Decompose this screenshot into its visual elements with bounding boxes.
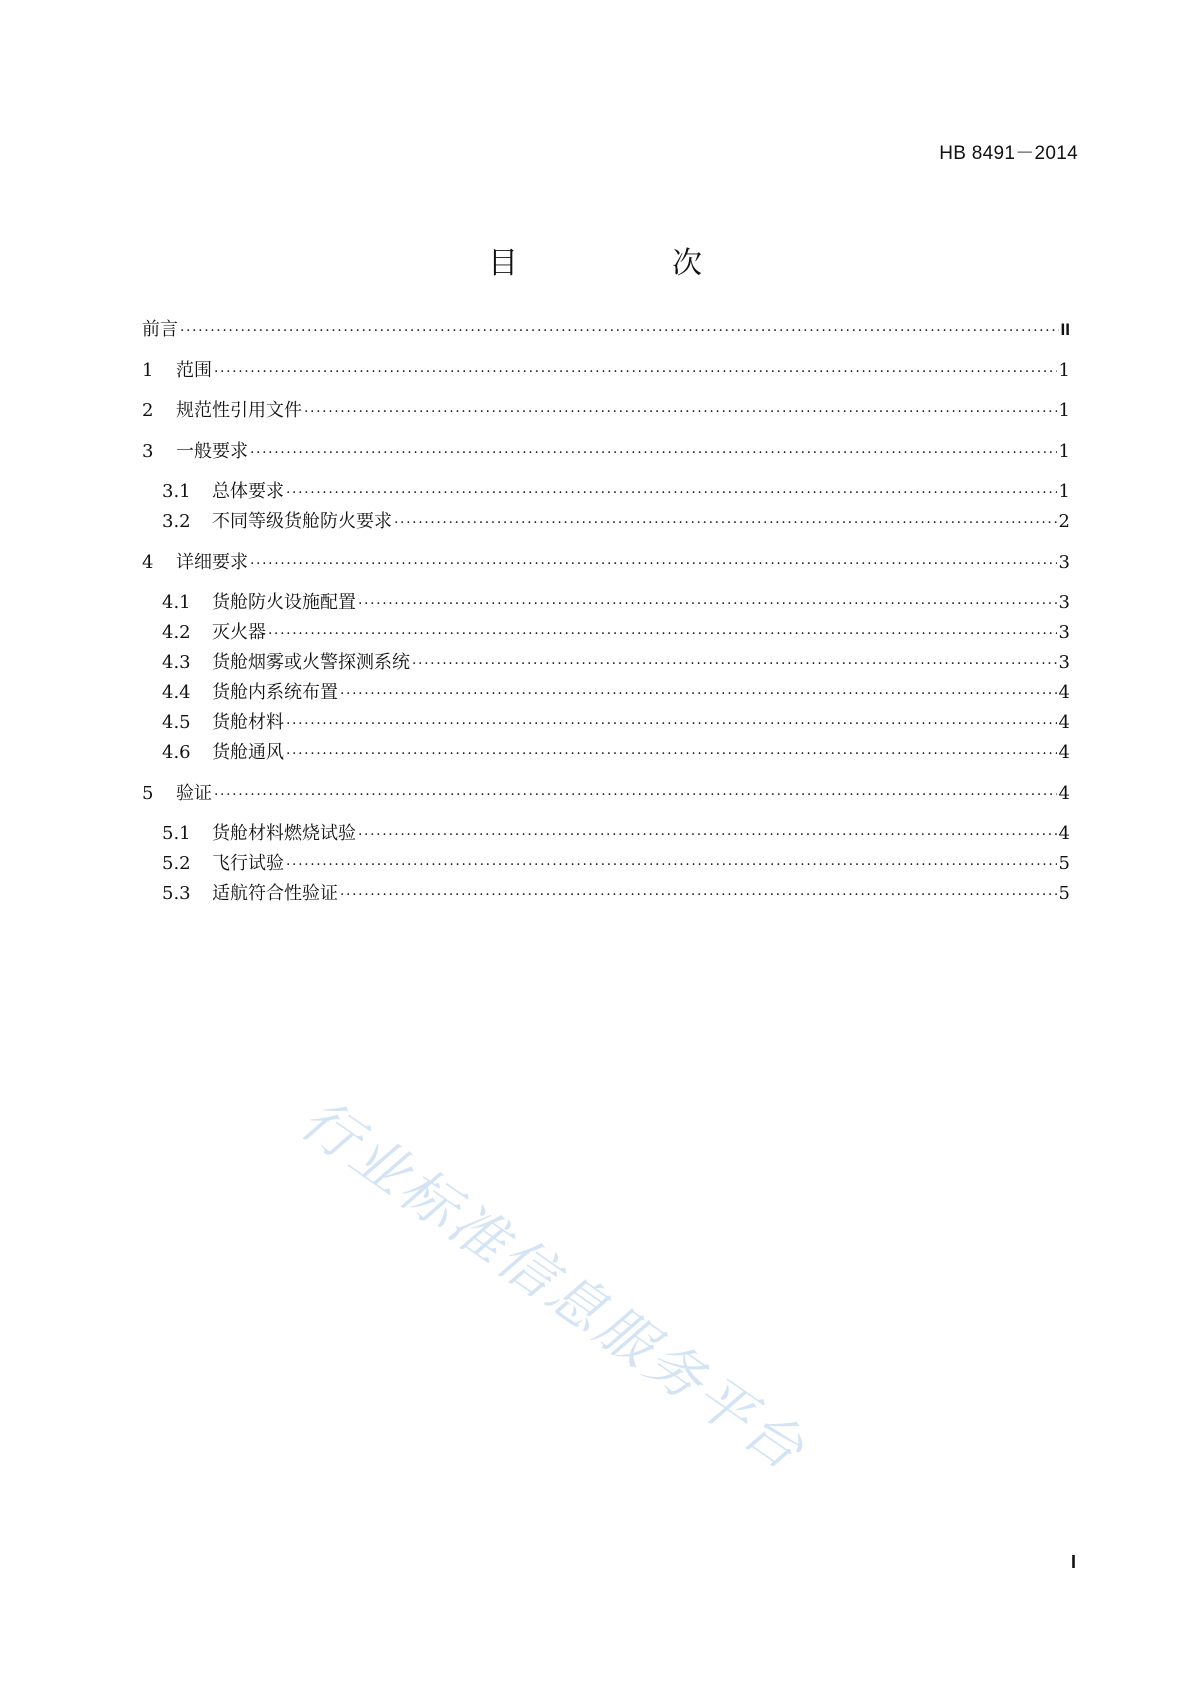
toc-entry-page: 4: [1058, 742, 1070, 763]
toc-entry-label: 货舱内系统布置: [212, 682, 338, 703]
toc-entry-3[interactable]: [142, 439, 1070, 465]
toc-entry-label: 货舱烟雾或火警探测系统: [212, 652, 410, 673]
toc-entry-label: 不同等级货舱防火要求: [212, 511, 392, 532]
toc-entry-page: II: [1060, 320, 1070, 339]
toc-entry-4-1[interactable]: [162, 590, 1070, 616]
toc-entry-5-2[interactable]: [162, 851, 1070, 877]
toc-entry-4-4[interactable]: [162, 680, 1070, 706]
toc-entry-4-2[interactable]: [162, 620, 1070, 646]
toc-entry-page: 4: [1058, 783, 1070, 804]
toc-entry-4-3[interactable]: [162, 650, 1070, 676]
toc-entry-page: 1: [1058, 481, 1070, 502]
toc-entry-number: 4.3: [162, 652, 191, 673]
toc-entry-label: 总体要求: [212, 481, 284, 502]
toc-entry-label: 飞行试验: [212, 853, 284, 874]
toc-entry-page: 3: [1058, 592, 1070, 613]
toc-entry-3-2[interactable]: [162, 509, 1070, 535]
leader-dots: [286, 852, 1057, 878]
toc-entry-label: 一般要求: [176, 441, 248, 462]
toc-entry-number: 3.1: [162, 481, 191, 502]
toc-entry-label: 详细要求: [176, 552, 248, 573]
toc-entry-label: 适航符合性验证: [212, 883, 338, 904]
toc-entry-page: 1: [1058, 400, 1070, 421]
leader-dots: [214, 782, 1057, 808]
toc-entry-page: 4: [1058, 823, 1070, 844]
toc-entry-label: 货舱防火设施配置: [212, 592, 356, 613]
toc-entry-4-6[interactable]: [162, 740, 1070, 766]
toc-entry-number: 4.2: [162, 622, 191, 643]
toc-entry-page: 5: [1058, 853, 1070, 874]
toc-entry-number: 1: [142, 360, 154, 381]
toc-entry-label: 规范性引用文件: [176, 400, 302, 421]
toc-entry-5-3[interactable]: [162, 881, 1070, 907]
toc-entry-page: 3: [1058, 652, 1070, 673]
toc-entry-number: 5.3: [162, 883, 191, 904]
page-number: I: [1070, 1552, 1076, 1572]
toc-entry-label: 货舱材料: [212, 712, 284, 733]
toc-entry-page: 1: [1058, 360, 1070, 381]
leader-dots: [304, 399, 1057, 425]
toc-entry-number: 5.1: [162, 823, 191, 844]
toc-entry-page: 5: [1058, 883, 1070, 904]
toc-entry-number: 4: [142, 552, 154, 573]
toc-entry-label: 范围: [176, 360, 212, 381]
toc-entry-4-5[interactable]: [162, 710, 1070, 736]
toc-entry-label: 验证: [176, 783, 212, 804]
toc-entry-number: 5.2: [162, 853, 191, 874]
page-title: 目 次: [488, 246, 764, 281]
leader-dots: [250, 440, 1057, 466]
toc-entry-number: 5: [142, 783, 154, 804]
toc-entry-page: 2: [1058, 511, 1070, 532]
leader-dots: [250, 551, 1057, 577]
toc-entry-label: 货舱通风: [212, 742, 284, 763]
toc-entry-number: 4.1: [162, 592, 191, 613]
toc-entry-page: 4: [1058, 682, 1070, 703]
leader-dots: [180, 318, 1059, 344]
toc-entry-foreword[interactable]: [142, 317, 1070, 343]
leader-dots: [214, 359, 1057, 385]
toc-entry-5-1[interactable]: [162, 821, 1070, 847]
leader-dots: [394, 510, 1057, 536]
toc-entry-page: 3: [1058, 552, 1070, 573]
toc-entry-number: 3.2: [162, 511, 191, 532]
leader-dots: [286, 480, 1057, 506]
toc-entry-5[interactable]: [142, 781, 1070, 807]
document-code: HB 8491－2014: [939, 143, 1078, 164]
toc-entry-2[interactable]: [142, 398, 1070, 424]
toc-entry-number: 2: [142, 400, 154, 421]
leader-dots: [286, 741, 1057, 767]
leader-dots: [358, 822, 1057, 848]
toc-entry-label: 灭火器: [212, 622, 266, 643]
toc-entry-label: 前言: [142, 319, 178, 340]
toc-entry-number: 3: [142, 441, 154, 462]
leader-dots: [286, 711, 1057, 737]
toc-entry-1[interactable]: [142, 358, 1070, 384]
toc-entry-number: 4.4: [162, 682, 191, 703]
toc-entry-4[interactable]: [142, 550, 1070, 576]
toc-entry-page: 1: [1058, 441, 1070, 462]
leader-dots: [340, 882, 1057, 908]
toc-entry-label: 货舱材料燃烧试验: [212, 823, 356, 844]
leader-dots: [340, 681, 1057, 707]
leader-dots: [268, 621, 1057, 647]
toc-entry-number: 4.6: [162, 742, 191, 763]
leader-dots: [412, 651, 1057, 677]
toc-entry-page: 3: [1058, 622, 1070, 643]
toc-entry-page: 4: [1058, 712, 1070, 733]
leader-dots: [358, 591, 1057, 617]
watermark: 行业标准信息服务平台: [288, 1087, 818, 1485]
toc-entry-3-1[interactable]: [162, 479, 1070, 505]
toc-entry-number: 4.5: [162, 712, 191, 733]
